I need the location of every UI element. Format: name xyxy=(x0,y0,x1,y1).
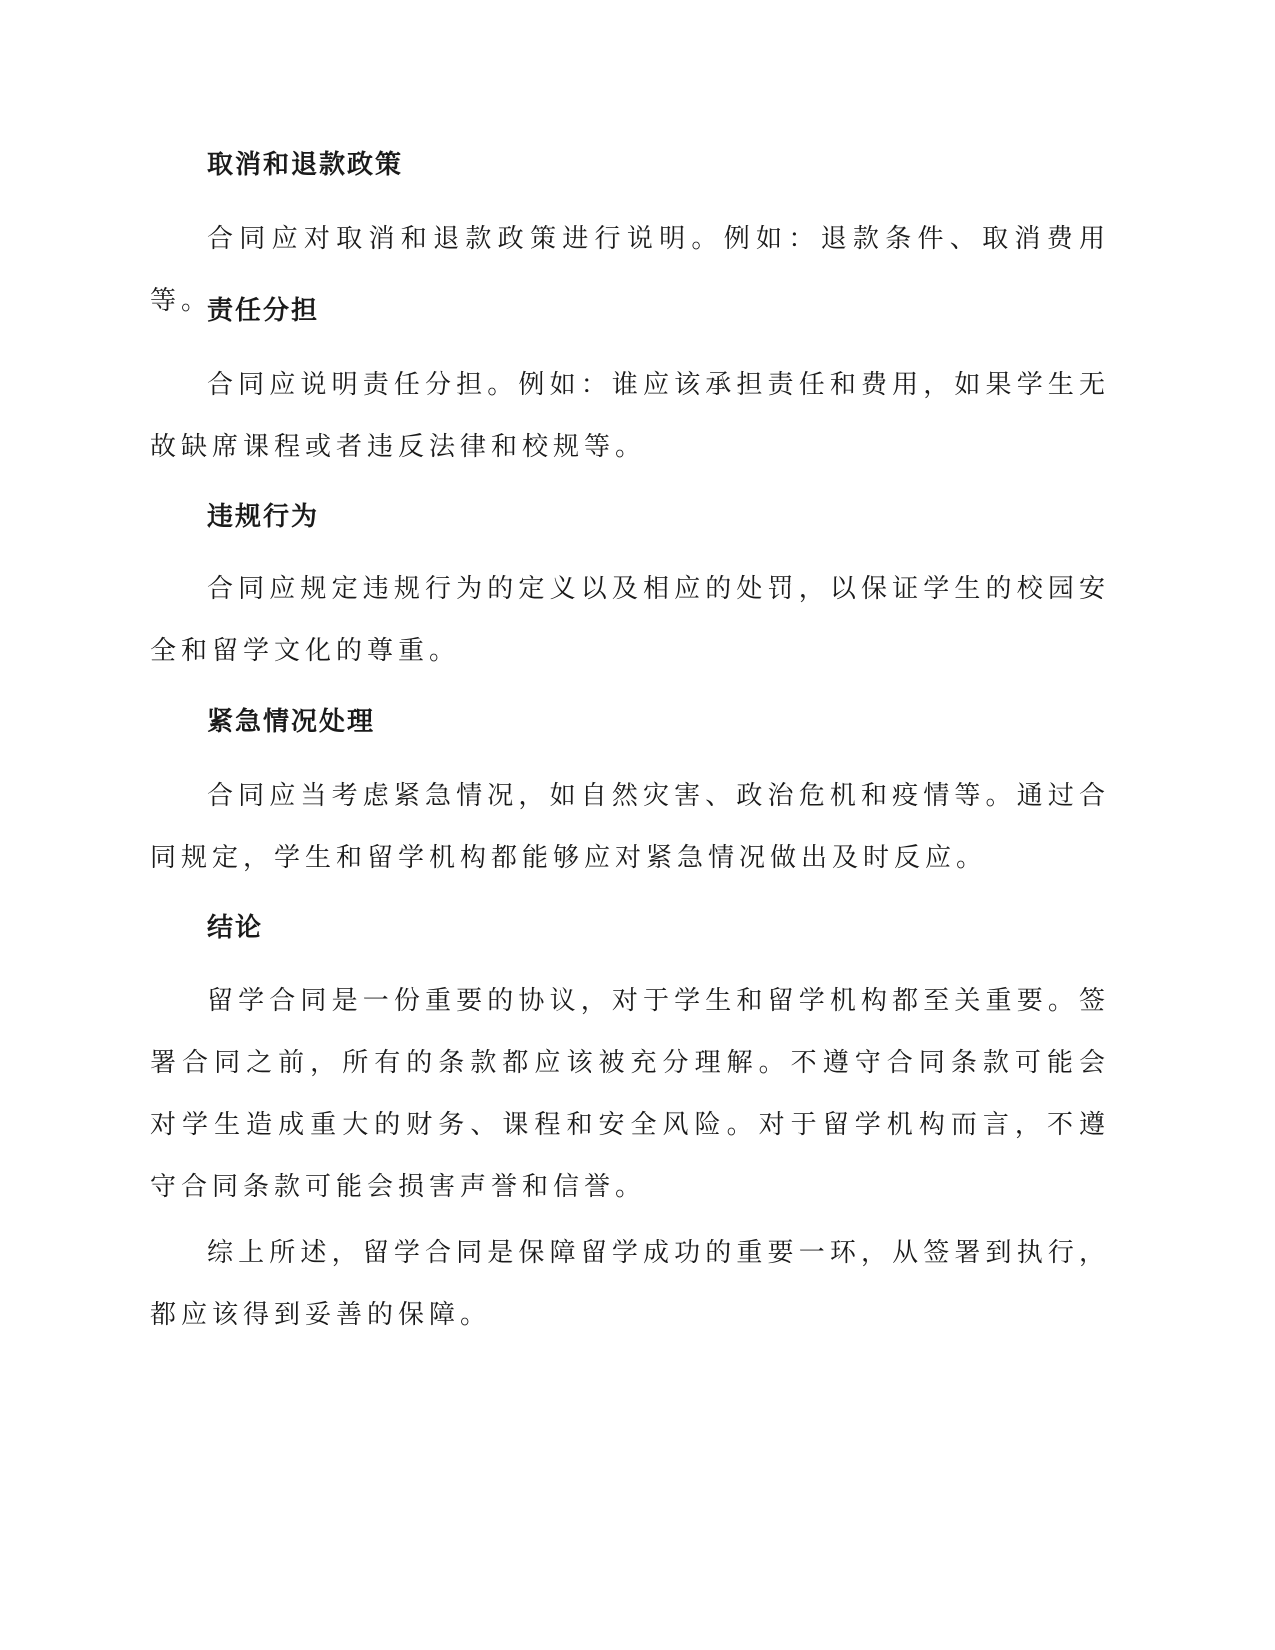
paragraph-cancellation: 合同应对取消和退款政策进行说明。例如：退款条件、取消费用等。 xyxy=(150,224,1110,316)
paragraph-emergency: 合同应当考虑紧急情况，如自然灾害、政治危机和疫情等。通过合同规定，学生和留学机构都能够应对紧急情况做出及时反应。 xyxy=(150,781,1110,873)
section-heading-conclusion: 结论 xyxy=(207,913,264,943)
section-heading-cancellation: 取消和退款政策 xyxy=(207,150,404,180)
section-heading-violations: 违规行为 xyxy=(207,502,320,532)
paragraph-conclusion-1: 留学合同是一份重要的协议，对于学生和留学机构都至关重要。签署合同之前，所有的条款都应该被充分理解。不遵守合同条款可能会对学生造成重大的财务、课程和安全风险。对于留学机构而言，不遵守合同条款可能会损害声誉和信誉。 xyxy=(150,986,1110,1202)
paragraph-conclusion-2: 综上所述，留学合同是保障留学成功的重要一环，从签署到执行，都应该得到妥善的保障。 xyxy=(150,1238,1110,1330)
paragraph-violations: 合同应规定违规行为的定义以及相应的处罚，以保证学生的校园安全和留学文化的尊重。 xyxy=(150,574,1110,666)
section-heading-emergency: 紧急情况处理 xyxy=(207,707,376,737)
paragraph-liability: 合同应说明责任分担。例如：谁应该承担责任和费用，如果学生无故缺席课程或者违反法律和校规等。 xyxy=(150,370,1110,462)
section-heading-liability: 责任分担 xyxy=(207,296,320,326)
